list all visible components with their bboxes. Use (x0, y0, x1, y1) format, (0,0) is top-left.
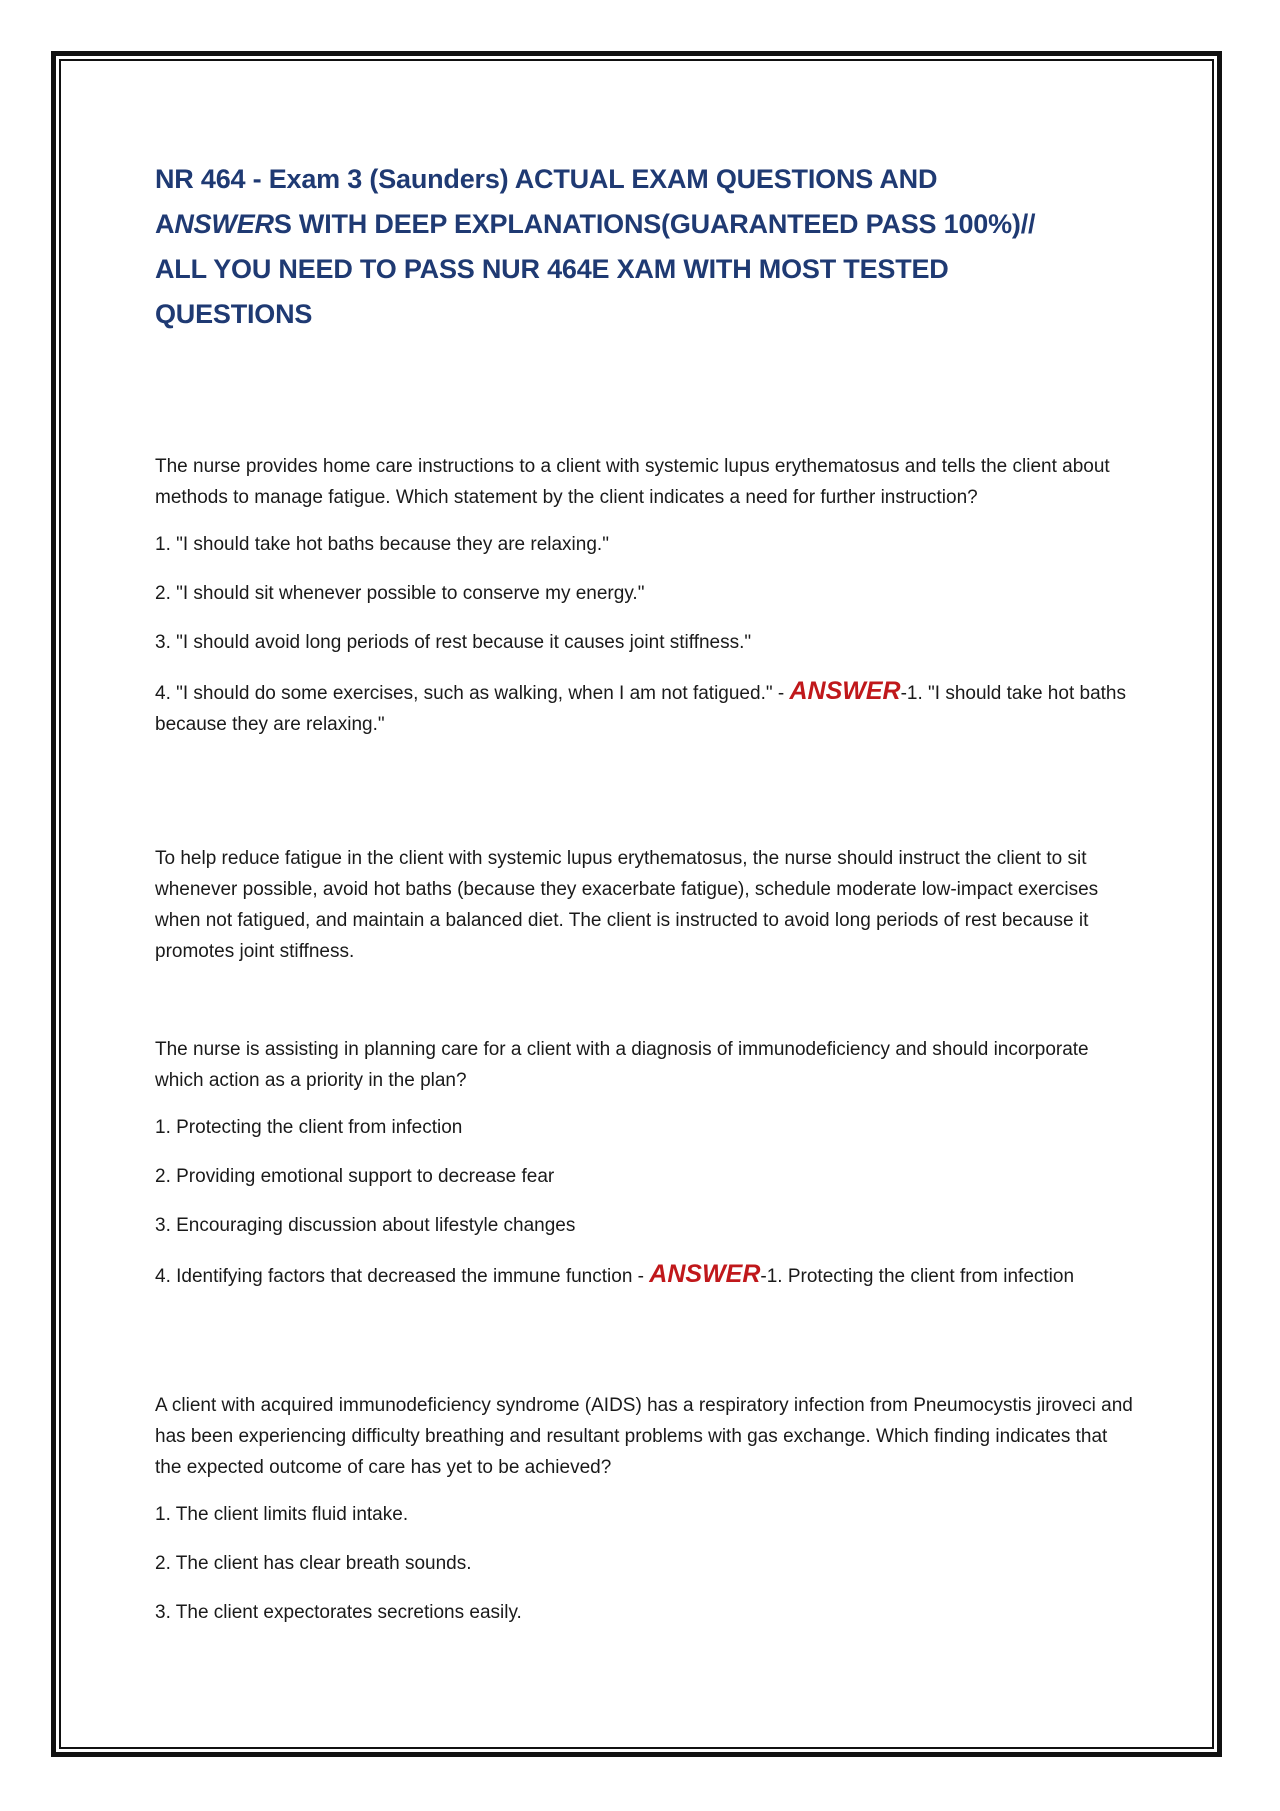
question-2-answer: -1. Protecting the client from infection (760, 1266, 1075, 1287)
title-line-2-part-c: S WITH DEEP EXPLANATIONS(GUARANTEED PASS 100%)// (273, 209, 1036, 239)
question-1-option-4-with-answer (155, 676, 1135, 740)
question-3-option-1: 1. The client limits fluid intake. (155, 1504, 409, 1525)
question-1-option-4: 4. "I should do some exercises, such as walking, when I am not fatigued." - (155, 683, 790, 704)
question-2-option-3: 3. Encouraging discussion about lifestyle changes (155, 1215, 576, 1236)
question-3-option-3: 3. The client expectorates secretions easily. (155, 1602, 522, 1623)
document-title (155, 157, 1135, 337)
title-line-3: ALL YOU NEED TO PASS NUR 464E XAM WITH MOST TESTED (155, 254, 949, 284)
title-line-2-part-b: NSWER (174, 209, 274, 239)
question-2 (155, 1034, 1135, 1292)
question-3 (155, 1390, 1135, 1646)
title-line-2-part-a: A (155, 209, 175, 239)
answer-label: ANSWER (649, 1260, 761, 1288)
answer-label: ANSWER (789, 677, 901, 705)
question-2-stem: The nurse is assisting in planning care for a client with a diagnosis of immunodeficiency and should incorporate which action as a priority in the plan? (155, 1039, 1089, 1091)
question-1-option-1: 1. "I should take hot baths because they are relaxing." (155, 534, 609, 555)
question-2-option-2: 2. Providing emotional support to decrease fear (155, 1166, 555, 1187)
question-1-answer: -1. "I should take hot baths because they are relaxing." (155, 683, 1126, 735)
question-2-option-1: 1. Protecting the client from infection (155, 1117, 463, 1138)
question-2-option-4-with-answer (155, 1259, 1135, 1292)
question-2-option-4: 4. Identifying factors that decreased the immune function - (155, 1266, 650, 1287)
question-3-stem: A client with acquired immunodeficiency syndrome (AIDS) has a respiratory infection from Pneumocystis jiroveci and has been experiencing difficulty breathing and resultant problems with gas exchange. Which finding indicates that the expected outcome of care has yet to be achieved? (155, 1395, 1133, 1478)
question-1-stem: The nurse provides home care instructions to a client with systemic lupus erythematosus and tells the client about methods to manage fatigue. Which statement by the client indicates a need for further instruction? (155, 456, 1110, 508)
question-1-option-3: 3. "I should avoid long periods of rest because it causes joint stiffness." (155, 632, 752, 653)
question-1-explanation: To help reduce fatigue in the client with systemic lupus erythematosus, the nurse should instruct the client to sit whenever possible, avoid hot baths (because they exacerbate fatigue), schedule moderate low-impact exercises when not fatigued, and maintain a balanced diet. The client is instructed to avoid long periods of rest because it promotes joint stiffness. (155, 848, 1099, 962)
title-line-1: NR 464 - Exam 3 (Saunders) ACTUAL EXAM QUESTIONS AND (155, 164, 938, 194)
question-3-option-2: 2. The client has clear breath sounds. (155, 1553, 472, 1574)
question-1 (155, 451, 1135, 740)
title-line-4: QUESTIONS (155, 299, 313, 329)
question-1-explanation-block (155, 843, 1135, 967)
document-header (155, 157, 1135, 337)
title-line-2 (155, 202, 1135, 247)
question-1-option-2: 2. "I should sit whenever possible to conserve my energy." (155, 583, 645, 604)
